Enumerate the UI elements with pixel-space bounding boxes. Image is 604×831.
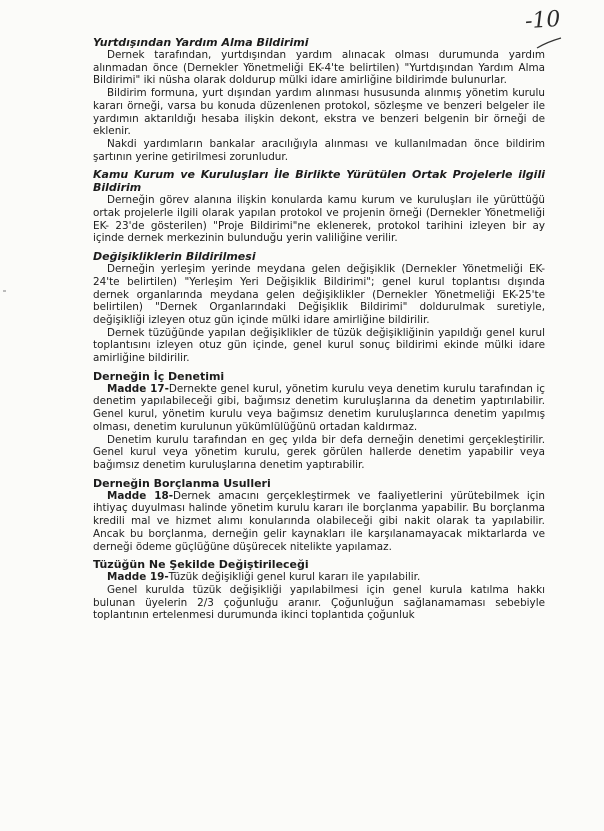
section-heading: Derneğin Borçlanma Usulleri	[93, 476, 271, 490]
article-paragraph	[93, 571, 545, 584]
paragraph: Derneğin görev alanına ilişkin konularda kamu kurum ve kuruluşları ile yürüttüğü ortak projelerle ilgili olarak yapılan protokol ve projenin örneği (Dernekler Yönetmeliği EK- 23'de gösterilen) "Proje Bildirimi"ne eklenerek, protokol tarihini izleyen bir ay içinde dernek merkezinin bulunduğu yerin valiliğine verilir.	[93, 194, 545, 245]
article-number: Madde 19-	[107, 571, 169, 584]
paragraph: Bildirim formuna, yurt dışından yardım alınması hususunda alınmış yönetim kurulu kararı örneği, varsa bu konuda düzenlenen protokol, sözleşme ve benzeri belgeler ile yardımın aktarıldığı hesaba ilişkin dekont, ekstra ve benzeri belgenin bir örneği de eklenir.	[93, 87, 545, 138]
paragraph: Derneğin yerleşim yerinde meydana gelen değişiklik (Dernekler Yönetmeliği EK-24'te belirtilen) "Yerleşim Yeri Değişiklik Bildirimi"; genel kurul toplantısı dışında dernek organlarında meydana gelen değişiklikler (Dernekler Yönetmeliği EK-25'te belirtilen) "Dernek Organlarındaki Değişiklik Bildirimi" doldurulmak suretiyle, değişikliği izleyen otuz gün içinde mülki idare amirliğine bildirilir.	[93, 263, 545, 326]
article-number: Madde 17-	[107, 382, 169, 395]
document-body	[93, 36, 545, 622]
section-heading: Değişikliklerin Bildirilmesi	[93, 250, 256, 264]
article-paragraph	[93, 383, 545, 434]
article-text: Tüzük değişikliği genel kurul kararı ile yapılabilir.	[168, 571, 421, 584]
paragraph: Nakdi yardımların bankalar aracılığıyla alınması ve kullanılmadan önce bildirim şartının yerine getirilmesi zorunludur.	[93, 137, 545, 163]
margin-mark	[3, 290, 6, 292]
section-heading: Derneğin İç Denetimi	[93, 369, 225, 383]
paragraph: Dernek tarafından, yurtdışından yardım alınacak olması durumunda yardım alınmadan önce (Dernekler Yönetmeliği EK-4'te belirtilen) "Yurtdışından Yardım Alma Bildirimi" iki nüsha olarak doldurup mülki idare amirliğine bildirimde bulunurlar.	[93, 49, 545, 87]
section-heading: Kamu Kurum ve Kuruluşları İle Birlikte Yürütülen Ortak Projelerle ilgili Bildirim	[93, 168, 545, 195]
article-text: Dernekte genel kurul, yönetim kurulu veya denetim kurulu tarafından iç denetim yapılabileceği gibi, bağımsız denetim kuruluşlarına da denetim yaptırılabilir. Genel kurul, yönetim kurulu veya bağımsız denetim kuruluşlarınca denetim yapılmış olması, denetim kurulunun yükümlülüğünü ortadan kaldırmaz.	[93, 382, 545, 433]
paragraph: Genel kurulda tüzük değişikliği yapılabilmesi için genel kurula katılma hakkı bulunan üyelerin 2/3 çoğunluğu aranır. Çoğunluğun sağlanamaması sebebiyle toplantının ertelenmesi durumunda ikinci toplantıda çoğunluk	[93, 583, 545, 622]
section-heading: Tüzüğün Ne Şekilde Değiştirileceği	[93, 558, 309, 572]
section-heading: Yurtdışından Yardım Alma Bildirimi	[93, 36, 309, 49]
paragraph: Dernek tüzüğünde yapılan değişiklikler de tüzük değişikliğinin yapıldığı genel kurul toplantısını izleyen otuz gün içinde, genel kurul sonuç bildirimi ekinde mülki idare amirliğine bildirilir.	[93, 326, 545, 365]
article-paragraph	[93, 490, 545, 554]
handwritten-page-number: -10	[524, 6, 562, 35]
article-number: Madde 18-	[107, 489, 174, 502]
paragraph: Denetim kurulu tarafından en geç yılda bir defa derneğin denetimi gerçekleştirilir. Genel kurul veya yönetim kurulu, gerek görülen hallerde denetim yapabilir veya bağımsız denetim kuruluşlarına denetim yaptırabilir.	[93, 433, 545, 471]
article-text: Dernek amacını gerçekleştirmek ve faaliyetlerini yürütebilmek için ihtiyaç duyulması halinde yönetim kurulu kararı ile borçlanma yapabilir. Bu borçlanma kredili mal ve hizmet alımı konularında olabileceği gibi nakit olarak ta yapılabilir. Ancak bu borçlanma, derneğin gelir kaynakları ile karşılanamayacak miktarlarda ve derneği ödeme güçlüğüne düşürecek nitelikte yapılamaz.	[93, 489, 545, 553]
